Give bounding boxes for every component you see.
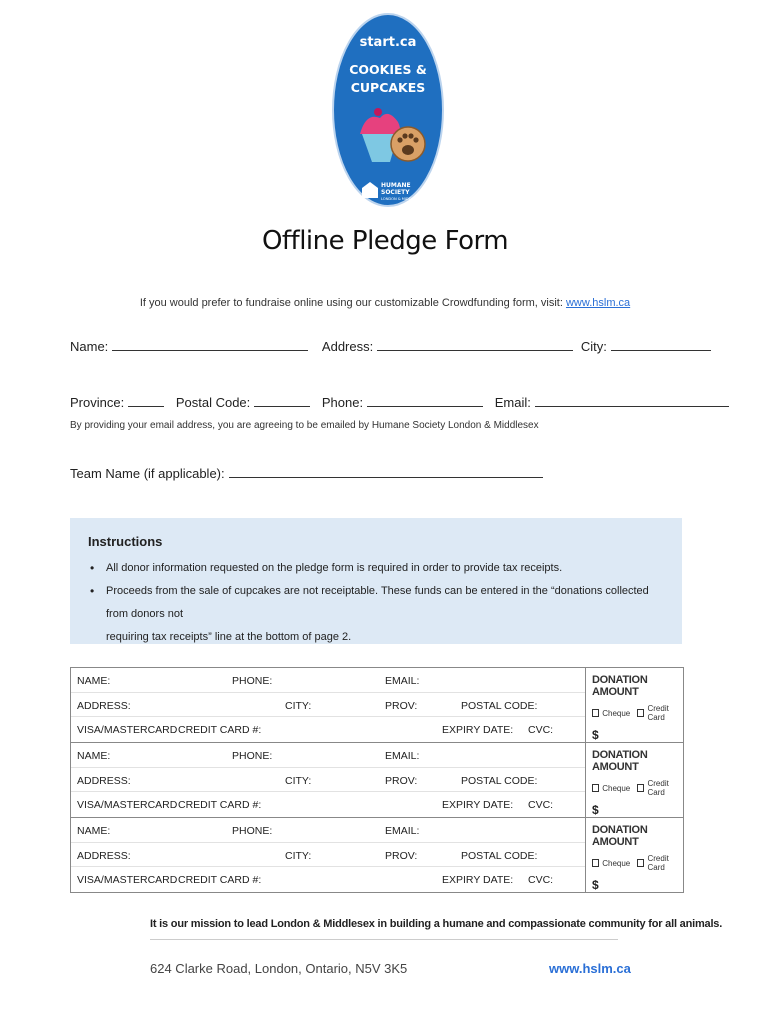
team-name-row <box>70 466 682 481</box>
credit-card-label: Credit Card <box>647 779 669 797</box>
pledge-card-label: CREDIT CARD #: <box>178 874 262 886</box>
dollar-sign: $ <box>592 878 599 892</box>
instructions-list <box>88 557 664 649</box>
cheque-checkbox[interactable] <box>592 784 599 792</box>
phone-label: Phone: <box>321 395 364 410</box>
pledge-name-label: NAME: <box>77 675 111 687</box>
pledge-email-label: EMAIL: <box>385 825 420 837</box>
cheque-checkbox[interactable] <box>592 859 599 867</box>
email-label: Email: <box>494 395 531 410</box>
pledge-prov-label: PROV: <box>385 774 418 787</box>
city-line[interactable] <box>611 339 711 351</box>
pledge-address-label: ADDRESS: <box>77 699 131 712</box>
paw-cookie-icon <box>391 127 425 161</box>
logo-badge-graphic <box>332 12 444 208</box>
address-label: Address: <box>321 339 374 354</box>
pledge-row-address <box>71 843 585 868</box>
donation-amount-cell <box>586 668 684 743</box>
pledge-row-contact <box>71 818 585 843</box>
pledge-city-label: CITY: <box>285 699 312 712</box>
intro-sentence: If you would prefer to fundraise online using our customizable Crowdfunding form, visit: <box>139 297 563 309</box>
pledge-name-label: NAME: <box>77 750 111 762</box>
pledge-info-cell <box>71 743 586 818</box>
phone-line[interactable] <box>367 395 483 407</box>
crowdfunding-link[interactable]: www.hslm.ca <box>565 297 631 309</box>
pledge-city-label: CITY: <box>285 774 312 787</box>
logo-line1: COOKIES & <box>349 62 427 77</box>
pledge-card-label: CREDIT CARD #: <box>178 799 262 811</box>
pledge-city-label: CITY: <box>285 849 312 862</box>
cheque-checkbox[interactable] <box>592 709 599 717</box>
city-label: City: <box>580 339 607 354</box>
mission-statement: It is our mission to lead London & Middlesex in building a humane and compassionate community for all animals. <box>150 918 723 930</box>
pledge-entry <box>71 668 684 743</box>
pledge-address-label: ADDRESS: <box>77 849 131 862</box>
pledge-info-cell <box>71 818 586 893</box>
instruction-item: • Proceeds from the sale of cupcakes are not receiptable. These funds can be entered in the “donations collected from donors not <box>88 580 664 626</box>
instructions-box <box>70 518 682 644</box>
instruction-item-continued: requiring tax receipts” line at the bottom of page 2. <box>106 631 352 643</box>
address-line[interactable] <box>377 339 573 351</box>
contact-row-2 <box>70 395 682 410</box>
instructions-heading: Instructions <box>88 534 163 549</box>
brand-text: start.ca <box>359 35 417 50</box>
pledge-expiry-label: EXPIRY DATE: <box>442 874 514 886</box>
pledge-visa-label: VISA/MASTERCARD <box>77 724 178 736</box>
credit-card-label: Credit Card <box>647 704 669 722</box>
province-label: Province: <box>70 395 125 410</box>
email-consent-note: By providing your email address, you are agreeing to be emailed by Humane Society London & Middlesex <box>70 420 539 431</box>
pledge-phone-label: PHONE: <box>232 825 273 837</box>
email-line[interactable] <box>535 395 729 407</box>
pledge-row-card <box>71 717 585 742</box>
intro-text <box>0 297 770 309</box>
pledge-expiry-label: EXPIRY DATE: <box>442 799 514 811</box>
pledge-visa-label: VISA/MASTERCARD <box>77 874 178 886</box>
pledge-expiry-label: EXPIRY DATE: <box>442 724 514 736</box>
pledge-email-label: EMAIL: <box>385 750 420 762</box>
sponsor-line1: HUMANE <box>381 182 411 189</box>
team-name-line[interactable] <box>229 466 543 478</box>
sponsor-line3: LONDON & MIDDLESEX <box>381 197 423 201</box>
province-line[interactable] <box>128 395 164 407</box>
pledge-phone-label: PHONE: <box>232 750 273 762</box>
cookies-cupcakes-logo <box>332 12 444 208</box>
pledge-visa-label: VISA/MASTERCARD <box>77 799 178 811</box>
payment-method-options <box>592 854 683 872</box>
pledge-prov-label: PROV: <box>385 699 418 712</box>
pledge-row-card <box>71 792 585 817</box>
pledge-row-contact <box>71 668 585 693</box>
pledge-row-address <box>71 693 585 718</box>
pledge-entry <box>71 818 684 893</box>
payment-method-options <box>592 704 683 722</box>
contact-row-1 <box>70 339 682 354</box>
postal-code-line[interactable] <box>254 395 310 407</box>
credit-card-checkbox[interactable] <box>637 709 644 717</box>
pledge-name-label: NAME: <box>77 825 111 837</box>
footer-website-link[interactable]: www.hslm.ca <box>549 961 631 976</box>
pledge-entry <box>71 743 684 818</box>
page-title: Offline Pledge Form <box>261 226 509 256</box>
pledge-row-address <box>71 768 585 793</box>
pledge-email-label: EMAIL: <box>385 675 420 687</box>
sponsor-line2: SOCIETY <box>381 189 410 196</box>
pledge-phone-label: PHONE: <box>232 675 273 687</box>
cheque-label: Cheque <box>602 708 631 718</box>
pledge-postal-label: POSTAL CODE: <box>461 699 538 712</box>
footer-address: 624 Clarke Road, London, Ontario, N5V 3K5 <box>150 961 408 976</box>
credit-card-label: Credit Card <box>647 854 669 872</box>
pledge-postal-label: POSTAL CODE: <box>461 849 538 862</box>
cheque-label: Cheque <box>602 858 631 868</box>
pledge-cvc-label: CVC: <box>528 799 554 811</box>
credit-card-checkbox[interactable] <box>637 859 644 867</box>
donation-amount-title: DONATION AMOUNT <box>592 674 648 698</box>
pledge-cvc-label: CVC: <box>528 724 554 736</box>
donation-amount-cell <box>586 818 684 893</box>
pledge-table <box>70 667 684 893</box>
donation-amount-title: DONATION AMOUNT <box>592 749 648 773</box>
payment-method-options <box>592 779 683 797</box>
pledge-row-contact <box>71 743 585 768</box>
dollar-sign: $ <box>592 728 599 742</box>
pledge-prov-label: PROV: <box>385 849 418 862</box>
pledge-card-label: CREDIT CARD #: <box>178 724 262 736</box>
pledge-info-cell <box>71 668 586 743</box>
donation-amount-cell <box>586 743 684 818</box>
credit-card-checkbox[interactable] <box>637 784 644 792</box>
cheque-label: Cheque <box>602 783 631 793</box>
dollar-sign: $ <box>592 803 599 817</box>
pledge-address-label: ADDRESS: <box>77 774 131 787</box>
team-name-label: Team Name (if applicable): <box>70 466 225 481</box>
pledge-postal-label: POSTAL CODE: <box>461 774 538 787</box>
name-line[interactable] <box>112 339 308 351</box>
name-label: Name: <box>70 339 109 354</box>
postal-code-label: Postal Code: <box>175 395 251 410</box>
instruction-item: • All donor information requested on the pledge form is required in order to provide tax receipts. <box>88 557 664 580</box>
pledge-cvc-label: CVC: <box>528 874 554 886</box>
footer-divider <box>150 939 618 940</box>
pledge-row-card <box>71 867 585 892</box>
logo-line2: CUPCAKES <box>350 80 426 95</box>
donation-amount-title: DONATION AMOUNT <box>592 824 648 848</box>
